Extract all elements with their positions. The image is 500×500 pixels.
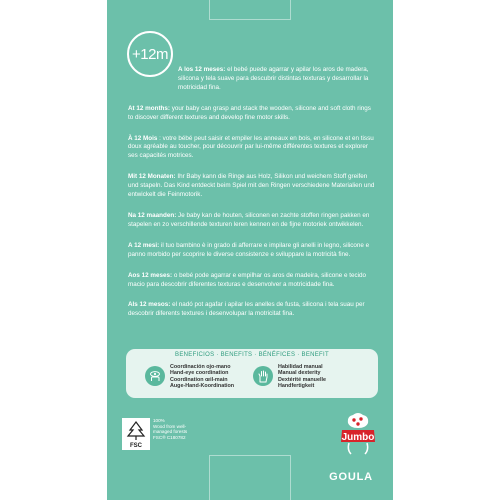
fsc-info-line2: managed forests bbox=[153, 429, 188, 435]
fsc-info-line1: Wood from well- bbox=[153, 423, 187, 429]
benefit-coordination-en: Hand-eye coordination bbox=[170, 370, 229, 377]
eye-hand-icon-glyph bbox=[148, 369, 162, 383]
description-en bbox=[128, 105, 376, 123]
description-fr-text: : votre bébé peut saisir et empiler les anneaux en bois, en silicone et en tissu doux agréable au toucher, pour découvrir par lui-même différentes textures et explorer ses capacités motrices. bbox=[128, 134, 374, 160]
benefit-dexterity-fr: Dextérité manuelle bbox=[278, 376, 326, 383]
jumbo-logo bbox=[339, 412, 377, 456]
jumbo-logo-graphic bbox=[339, 412, 377, 456]
description-ca bbox=[128, 301, 376, 319]
description-es-lead: A los 12 meses: bbox=[178, 66, 226, 73]
bottom-flap-outline bbox=[209, 455, 291, 500]
description-nl-lead: Na 12 maanden: bbox=[128, 211, 177, 219]
top-flap-outline bbox=[209, 0, 291, 20]
benefit-coordination-de: Auge-Hand-Koordination bbox=[170, 383, 235, 390]
benefit-coordination bbox=[170, 364, 234, 390]
description-es-text: el bebé puede agarrar y apilar los aros de madera, silicona y tela suave para descubrir distintas texturas y desarrollar la motricidad fina. bbox=[178, 66, 369, 91]
description-ca-lead: Als 12 mesos: bbox=[128, 301, 171, 309]
fsc-info bbox=[153, 418, 205, 440]
eye-hand-icon bbox=[145, 366, 165, 386]
benefit-dexterity-es: Habilidad manual bbox=[278, 364, 323, 370]
description-de-text: Ihr Baby kann die Ringe aus Holz, Silikon und weichem Stoff greifen und stapeln. Das Kind entdeckt beim Spiel mit den Ringen verschiedene Materialien und entwickelt die Feinmotorik. bbox=[128, 173, 375, 199]
benefits-heading: BENEFICIOS · BENEFITS · BÉNÉFICES · BENEFIT bbox=[175, 352, 329, 358]
benefit-coordination-es: Coordinación ojo-mano bbox=[170, 364, 231, 370]
benefits-box bbox=[126, 349, 378, 398]
fsc-logo-text: FSC bbox=[130, 443, 142, 449]
description-es bbox=[128, 66, 376, 93]
benefit-coordination-fr: Coordination œil-main bbox=[170, 376, 228, 383]
description-de-lead: Mit 12 Monaten: bbox=[128, 173, 176, 181]
description-it-lead: A 12 mesi: bbox=[128, 241, 160, 249]
description-en-text: your baby can grasp and stack the wooden, silicone and soft cloth rings to discover different textures and develop fine motor skills. bbox=[128, 104, 371, 121]
description-nl-text: Je baby kan de houten, siliconen en zachte stoffen ringen pakken en stapelen en zo verschillende texturen leren kennen en de fijne motoriek ontwikkelen. bbox=[128, 211, 370, 228]
description-it bbox=[128, 242, 376, 260]
description-en-lead: At 12 months: bbox=[128, 104, 170, 112]
description-ca-text: el nadó pot agafar i apilar les anelles de fusta, silicona i tela suau per descobrir diferents textures i desenvolupar la motricitat fina. bbox=[128, 301, 365, 318]
hand-icon-glyph bbox=[256, 369, 270, 383]
description-pt-lead: Aos 12 meses: bbox=[128, 271, 173, 279]
hand-icon bbox=[253, 366, 273, 386]
description-de bbox=[128, 173, 376, 200]
description-fr-lead: À 12 Mois bbox=[128, 134, 158, 142]
age-badge-text: +12m bbox=[132, 45, 168, 63]
fsc-info-percent: 100% bbox=[153, 418, 165, 423]
description-pt-text: o bebé pode agarrar e empilhar os aros de madeira, silicone e tecido macio para descobrir diferentes texturas e desenvolver a motricidade fina. bbox=[128, 271, 367, 288]
fsc-logo bbox=[122, 418, 150, 450]
description-fr bbox=[128, 135, 376, 162]
description-list bbox=[128, 66, 376, 331]
package-back-panel bbox=[107, 0, 393, 500]
goula-logo: GOULA bbox=[329, 471, 373, 483]
description-pt bbox=[128, 272, 376, 290]
benefit-dexterity bbox=[278, 364, 326, 390]
description-it-text: il tuo bambino è in grado di afferrare e impilare gli anelli in legno, silicone e panno morbido per scoprire le diverse consistenze e sviluppare la motricità fine. bbox=[128, 241, 370, 258]
benefit-dexterity-de: Handfertigkeit bbox=[278, 383, 315, 390]
jumbo-wordmark: Jumbo bbox=[341, 432, 375, 443]
fsc-info-code: FSC® C180782 bbox=[153, 434, 186, 440]
description-nl bbox=[128, 212, 376, 230]
benefit-dexterity-en: Manual dexterity bbox=[278, 370, 321, 377]
fsc-tree-icon bbox=[123, 419, 149, 449]
